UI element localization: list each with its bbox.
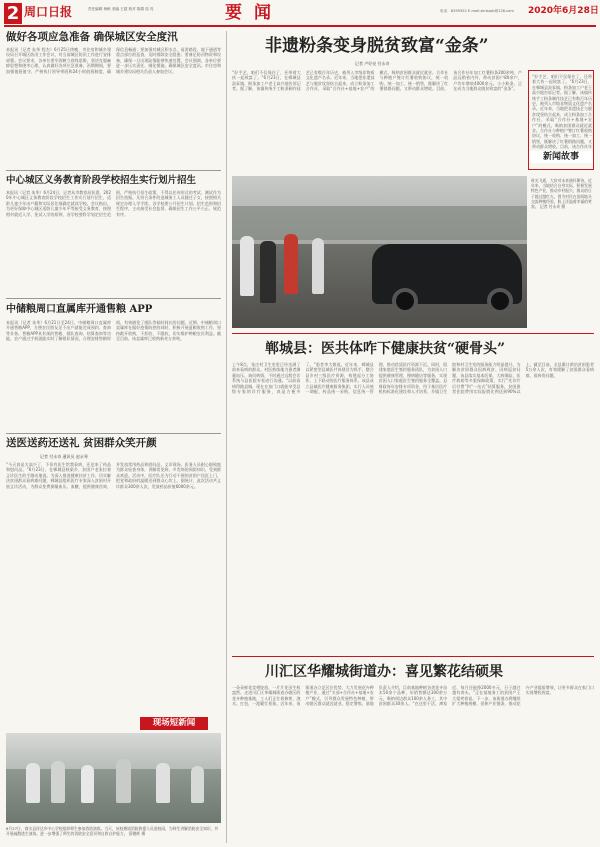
column-divider	[226, 31, 227, 843]
divider	[6, 298, 221, 299]
article-title-health: 郸城县：医共体咋下健康扶贫“硬骨头”	[265, 341, 506, 357]
section-title: 要闻	[225, 3, 283, 23]
lead-article-title: 非遗粉条变身脱贫致富“金条”	[265, 36, 489, 56]
article-title-grain-app: 中储粮周口直属库开通售粮 APP	[6, 304, 153, 315]
drill-photo	[6, 733, 221, 823]
divider	[232, 333, 594, 334]
article-body-medical-aid: “今天真是太高兴了，不但有医生给我看病，还送来了药品和慰问品。”6月23日，在郸城县秋渠乡，贫困户老张拉着义诊医生的手激动地说。为深入推进健康扶贫工作，切实解决贫困群众看病难问题，郸城县组织医疗专家深入贫困村开展义诊活动，为群众免费测量血压、血糖，提供健康咨询，并发放常用药品和慰问品。义诊现场，医务人员耐心细致地为群众检查身体，讲解常见病、多发病的预防知识，受到群众欢迎。活动中，医疗队还为行动不便的贫困户送医上门，把党和政府的温暖送到群众心坎上。据统计，此次活动共义诊群众300余人次，发放药品价值6000余元。	[6, 462, 221, 489]
page-number: 2	[4, 3, 22, 24]
lead-photo	[232, 176, 527, 328]
news-story-title: 新闻故事	[529, 151, 593, 163]
masthead-rule	[4, 25, 596, 27]
divider	[6, 433, 221, 434]
contact-info: 电话：8299352 E-mail:zkrbzpb@126.com	[440, 9, 514, 13]
article-title-enrollment: 中心城区义务教育阶段学校招生实行划片招生	[6, 175, 197, 186]
article-body-grain-app: 本报讯（记者 朱华）6月21日至24日，中储粮周口直属库开通售粮APP，方便农民朋友足不出户就能完成预约、查询等业务。售粮APP具有预约售粮、排队查询、结算查询等功能，农户通过手机就能实时了解排队情况，合理安排售粮时间，有效避免了排队等候时间长的问题。近期，中储粮周口直属库在做好疫情防控的同时，积极开展夏粮收购工作，坚持敞开收购，不拒收、不限收，切实维护种粮农民利益。截至目前，该直属库已收购新麦万余吨。	[6, 320, 221, 342]
article-body-enrollment: 本报讯（记者 朱华）6月24日，记者从市教育局获悉，2020年中心城区义务教育阶段学校招生工作实行划片招生，适龄儿童少年由户籍和实际居住地确定就读学校。会议指出，为更好保障中心城区适龄儿童少年平等接受义务教育，按照相对就近入学、免试入学的原则，各学校要科学划定招生范围，严格执行招生政策，不得以任何形式的考试、测试作为招生依据。凡符合条件的进城务工人员随迁子女，按照相关规定办理入学手续。各学校要公开招生计划、招生范围和招生程序，主动接受社会监督，确保招生工作公平公正、规范有序。	[6, 190, 221, 217]
issue-date: 2020年6月28日	[528, 6, 599, 16]
short-news-badge: 现场短新闻	[140, 717, 208, 730]
article-body-health: 上午8点，张庄村卫生室里已经坐满了前来看病的群众。村医熟练地为患者测量血压、询问病情，不时通过远程会诊系统与县医院专家进行沟通。“以前看病得跑县城，现在在家门口就能享受县级专家的诊疗服务，真是方便多了。”患者李大娘说。近年来，郸城县以紧密型县域医共体建设为抓手，整合县乡村三级医疗资源，构建起分工协作、上下联动的医疗服务体系。该县成立县域医疗健康服务集团，实行人员统一调配、药品统一采购、信息统一管理，推动优质医疗资源下沉。同时，组建家庭医生签约服务团队，为贫困人口提供健康管理、慢病随访等服务，实现贫困人口家庭医生签约服务全覆盖。县财政每年安排专项资金，用于基层医疗机构标准化建设和人才培养，乡镇卫生院和村卫生室的服务能力明显提升。为解决贫困群众因病致贫、因病返贫问题，该县落实基本医保、大病保险、医疗救助等多重保障政策，实行“先诊疗后付费”和“一站式”结算服务，贫困患者住院费用实际报销比例达到90%以上。截至目前，全县累计救治贫困患者5万余人次，有效缓解了贫困群众看病难、看病贵问题。	[232, 362, 594, 395]
news-story-box	[528, 70, 594, 170]
divider	[232, 656, 594, 657]
article-byline-medical-aid: 记者 付永奇 通讯员 赵永琴	[40, 454, 88, 459]
newspaper-brand: 周口日报	[24, 5, 73, 19]
editor-credits: 责任编辑 杨帆 美编 王超 校对 陈娟 周 亮	[88, 7, 154, 11]
drill-photo-caption: 6月27日，商水县祥达乡中心学校组织师生参加消防演练。当天，该校邀请消防救援人员进校园，为师生讲解消防安全知识，并开展疏散逃生演练，进一步增强了师生的消防安全意识和自救自护能力。 薛德辉 摄	[6, 826, 219, 837]
article-title-medical-aid: 送医送药还送礼 贫困群众笑开颜	[6, 437, 157, 449]
article-body-flood: 本报讯（记者 朱华 程杰）6月25日傍晚，市住房和城乡建设局召开城区防汛工作会议，对当前城区防汛工作进行安排部署。会议要求，各单位要牢固树立底线思维，坚决克服麻痹思想和侥幸心理，认真做好各项应急准备。汛期期间，要加强值班值守，严格执行领导带班和24小时值班制度，确保信息畅通；要加强对城区积水点、易涝路段、地下通道等重点部位的巡查，及时排除安全隐患；要备足防汛物资和设备，确保一旦出现险情能够快速处置。会议强调，各单位要进一步压实责任，细化措施，确保城区安全度汛。市住房和城乡建设局相关负责人参加会议。	[6, 47, 221, 74]
article-title-flowers: 川汇区华耀城街道办：喜见繁花结硕果	[265, 664, 503, 680]
lead-article-byline: 记者 卢好亮 付永奇	[355, 61, 390, 66]
divider	[6, 170, 221, 171]
news-story-text: “好手艺，咱们不仅保住了，还带着大伙一起致富了。”6月23日，在郸城县汲冢镇，粉条加工户老王高兴地告诉记者。据了解，该镇传统手工粉条制作技艺已有数百年历史，被列入市级非物质文化遗产名录。近年来，当地把非遗技艺与脱贫攻坚结合起来，成立粉条加工合作社，采取“合作社+基地+农户”的模式，吸纳贫困群众就近就业。合作社与种植户签订红薯收购协议，统一收购、统一加工、统一销售，既解决了红薯销路问题，又带动群众增收。目前，该合作社年	[532, 74, 592, 149]
article-title-flood: 做好各项应急准备 确保城区安全度汛	[6, 31, 178, 43]
lead-photo-caption: 时光飞逝，大伙对未来满怀期待。近年来，当地结合自身实际，积极发展特色产业，推动乡村振兴，群众的日子越过越红火。图为村民在田间地头交流种植经验，脸上洋溢着幸福的笑容。 记者 付永奇 摄	[531, 178, 592, 210]
lead-article-body: “好手艺，咱们不仅保住了，还带着大伙一起致富了。”6月23日，在郸城县汲冢镇，粉条加工户老王高兴地告诉记者。据了解，该镇传统手工粉条制作技艺已有数百年历史，被列入市级非物质文化遗产名录。近年来，当地把非遗技艺与脱贫攻坚结合起来，成立粉条加工合作社，采取“合作社+基地+农户”的模式，吸纳贫困群众就近就业。合作社与种植户签订红薯收购协议，统一收购、统一加工、统一销售，既解决了红薯销路问题，又带动群众增收。目前，该合作社年加工红薯粉条200余吨，产品远销省内外，带动贫困户80余户，户均年增收4000余元。小小粉条，正在成为当地群众脱贫致富的“金条”。	[232, 70, 522, 92]
article-body-flowers: 一朵朵鲜花竞相绽放，一片片花田生机盎然。走进川汇区华耀城街道办辖区的花卉种植基地，工人们正忙着修剪、浇水、打包，一派繁忙景象。近年来，该街道办立足区位优势，大力发展花卉种植产业，通过“支部+合作社+基地+农户”模式，引导群众发展特色种植，带动辖区群众就近就业、稳定增收。基地负责人介绍，目前基地种植各类花卉苗木50余个品种，年销售额达300余万元，吸纳周边群众100余人务工，其中贫困群众30余人。“在这里干活，离家近，每月还能挣2000多元，日子越过越有奔头。”正在基地务工的贫困户王大姐笑着说。下一步，该街道办将继续扩大种植规模，延伸产业链条，推动花卉产业提质增效，让更多群众在家门口实现增收致富。	[232, 685, 594, 707]
